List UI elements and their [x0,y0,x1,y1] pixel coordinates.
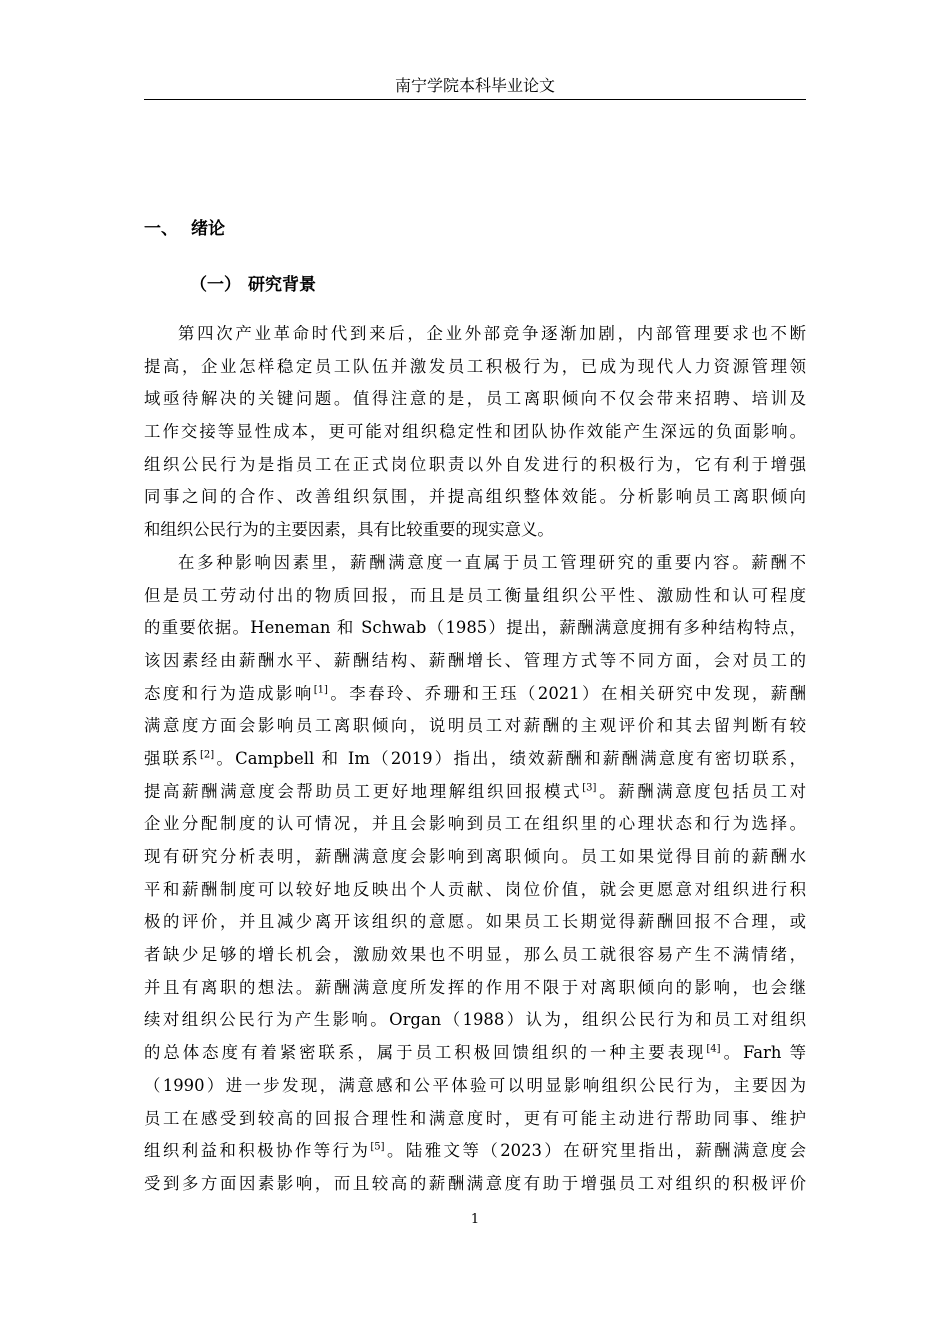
paragraph-line: 态度和行为造成影响[1]。李春玲、乔珊和王珏（2021）在相关研究中发现，薪酬 [144,683,806,703]
paragraph [144,318,806,547]
paragraph-line: 组织公民行为是指员工在正式岗位职责以外自发进行的积极行为，它有利于增强 [144,454,806,474]
paragraph-line: 现有研究分析表明，薪酬满意度会影响到离职倾向。员工如果觉得目前的薪酬水 [144,847,806,866]
paragraph-line: 平和薪酬制度可以较好地反映出个人贡献、岗位价值，就会更愿意对组织进行积 [144,879,806,899]
paragraph-line: 同事之间的合作、改善组织氛围，并提高组织整体效能。分析影响员工离职倾向 [144,487,806,507]
paragraph-line: （1990）进一步发现，满意感和公平体验可以明显影响组织公民行为，主要因为 [144,1075,806,1095]
paragraph-line: 受到多方面因素影响，而且较高的薪酬满意度有助于增强员工对组织的积极评价 [144,1173,806,1193]
paragraph-line: 组织利益和积极协作等行为[5]。陆雅文等（2023）在研究里指出，薪酬满意度会 [144,1141,806,1161]
paragraph-line: 和组织公民行为的主要因素，具有比较重要的现实意义。 [144,520,554,540]
paragraph-line: 强联系[2]。Campbell 和 Im（2019）指出，绩效薪酬和薪酬满意度有密切联系， [144,748,806,768]
citation-marker: [4] [706,1043,721,1055]
paragraph-line: 的总体态度有着紧密联系，属于员工积极回馈组织的一种主要表现[4]。Farh 等 [144,1043,806,1063]
paragraph-line: 工作交接等显性成本，更可能对组织稳定性和团队协作效能产生深远的负面影响。 [144,422,806,442]
section-title: 绪论 [191,219,225,239]
paragraph-line: 企业分配制度的认可情况，并且会影响到员工在组织里的心理状态和行为选择。 [144,814,806,834]
paragraph-line: 并且有离职的想法。薪酬满意度所发挥的作用不限于对离职倾向的影响，也会继 [144,977,806,997]
paragraph [144,547,806,1201]
paragraph-line: 在多种影响因素里，薪酬满意度一直属于员工管理研究的重要内容。薪酬不 [178,552,806,572]
paragraph-line: 者缺少足够的增长机会，激励效果也不明显，那么员工就很容易产生不满情绪， [144,945,806,965]
paragraph-line: 满意度方面会影响员工离职倾向，说明员工对薪酬的主观评价和其去留判断有较 [144,716,806,736]
paragraph-line: 续对组织公民行为产生影响。Organ（1988）认为，组织公民行为和员工对组织 [144,1010,806,1030]
subsection-title: 研究背景 [248,275,316,295]
body-text [144,318,806,1201]
citation-marker: [3] [582,782,597,794]
header-rule [144,99,806,100]
paragraph-line: 员工在感受到较高的回报合理性和满意度时，更有可能主动进行帮助同事、维护 [144,1108,806,1128]
citation-marker: [1] [313,684,328,696]
paragraph-line: 提高薪酬满意度会帮助员工更好地理解组织回报模式[3]。薪酬满意度包括员工对 [144,781,806,801]
subsection-heading [190,272,316,298]
paragraph-line: 提高，企业怎样稳定员工队伍并激发员工积极行为，已成为现代人力资源管理领 [144,356,806,376]
paragraph-line: 第四次产业革命时代到来后，企业外部竞争逐渐加剧，内部管理要求也不断 [178,324,806,343]
paragraph-line: 该因素经由薪酬水平、薪酬结构、薪酬增长、管理方式等不同方面，会对员工的 [144,650,806,670]
page-number: 1 [470,1212,480,1227]
section-number: 一、 [144,219,178,239]
citation-marker: [5] [370,1141,385,1153]
paragraph-line: 极的评价，并且减少离开该组织的意愿。如果员工长期觉得薪酬回报不合理，或 [144,912,806,932]
running-header: 南宁学院本科毕业论文 [394,76,555,95]
paragraph-line: 域亟待解决的关键问题。值得注意的是，员工离职倾向不仅会带来招聘、培训及 [144,389,806,409]
citation-marker: [2] [200,749,215,761]
subsection-number: （一） [190,275,241,295]
section-heading [144,216,225,242]
paragraph-line: 但是员工劳动付出的物质回报，而且是员工衡量组织公平性、激励性和认可程度 [144,585,806,605]
paragraph-line: 的重要依据。Heneman 和 Schwab（1985）提出，薪酬满意度拥有多种结构特点， [144,618,806,638]
